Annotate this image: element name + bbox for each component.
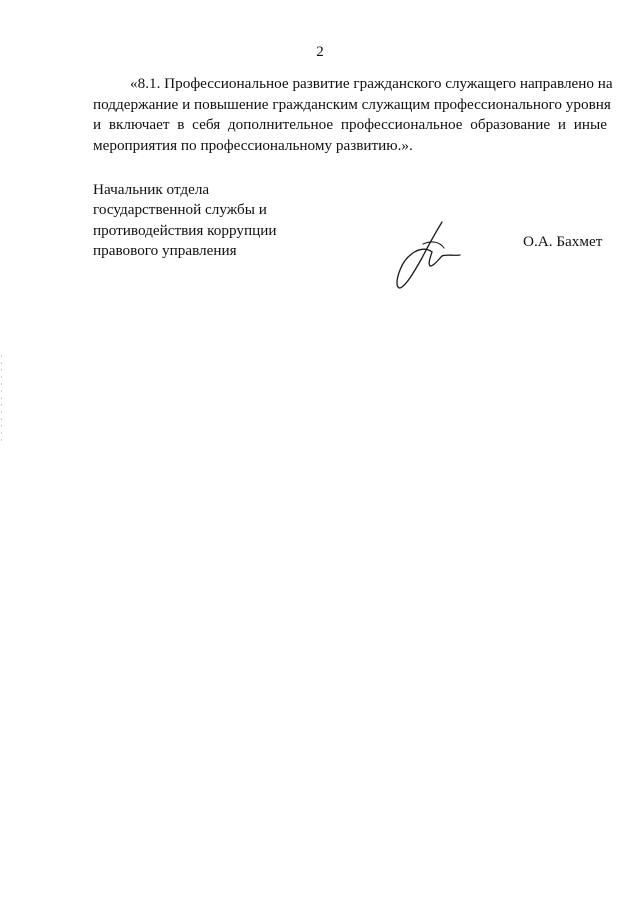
paragraph-word: иные [573,116,607,134]
paragraph-word: в [177,116,185,134]
page-number: 2 [316,44,324,60]
signatory-title-line: правового управления [93,241,237,259]
signatory-title [93,180,276,261]
paragraph-word: и [93,116,102,134]
paragraph-line: поддержание и повышение гражданским служащим профессионального уровня [93,95,611,113]
amendment-paragraph [93,74,613,156]
signatory-title-line: Начальник отдела [93,181,210,198]
paragraph-word: включает [108,116,170,134]
paragraph-line: мероприятия по профессиональному развитию.». [93,136,413,154]
paragraph-word: себя [192,116,221,134]
signatory-title-line: противодействия коррупции [93,221,277,239]
paragraph-line: «8.1. Профессиональное развитие гражданского служащего направлено на [130,75,613,92]
signer-name: О.А. Бахмет [523,233,603,250]
paragraph-line-justified [93,115,607,136]
scan-margin-mark [0,355,3,445]
paragraph-word: и [557,116,566,134]
paragraph-word: дополнительное [227,116,334,134]
paragraph-word: образование [470,116,551,134]
handwritten-signature [392,214,472,290]
paragraph-word: профессиональное [340,116,463,134]
signatory-title-line: государственной службы и [93,201,267,219]
